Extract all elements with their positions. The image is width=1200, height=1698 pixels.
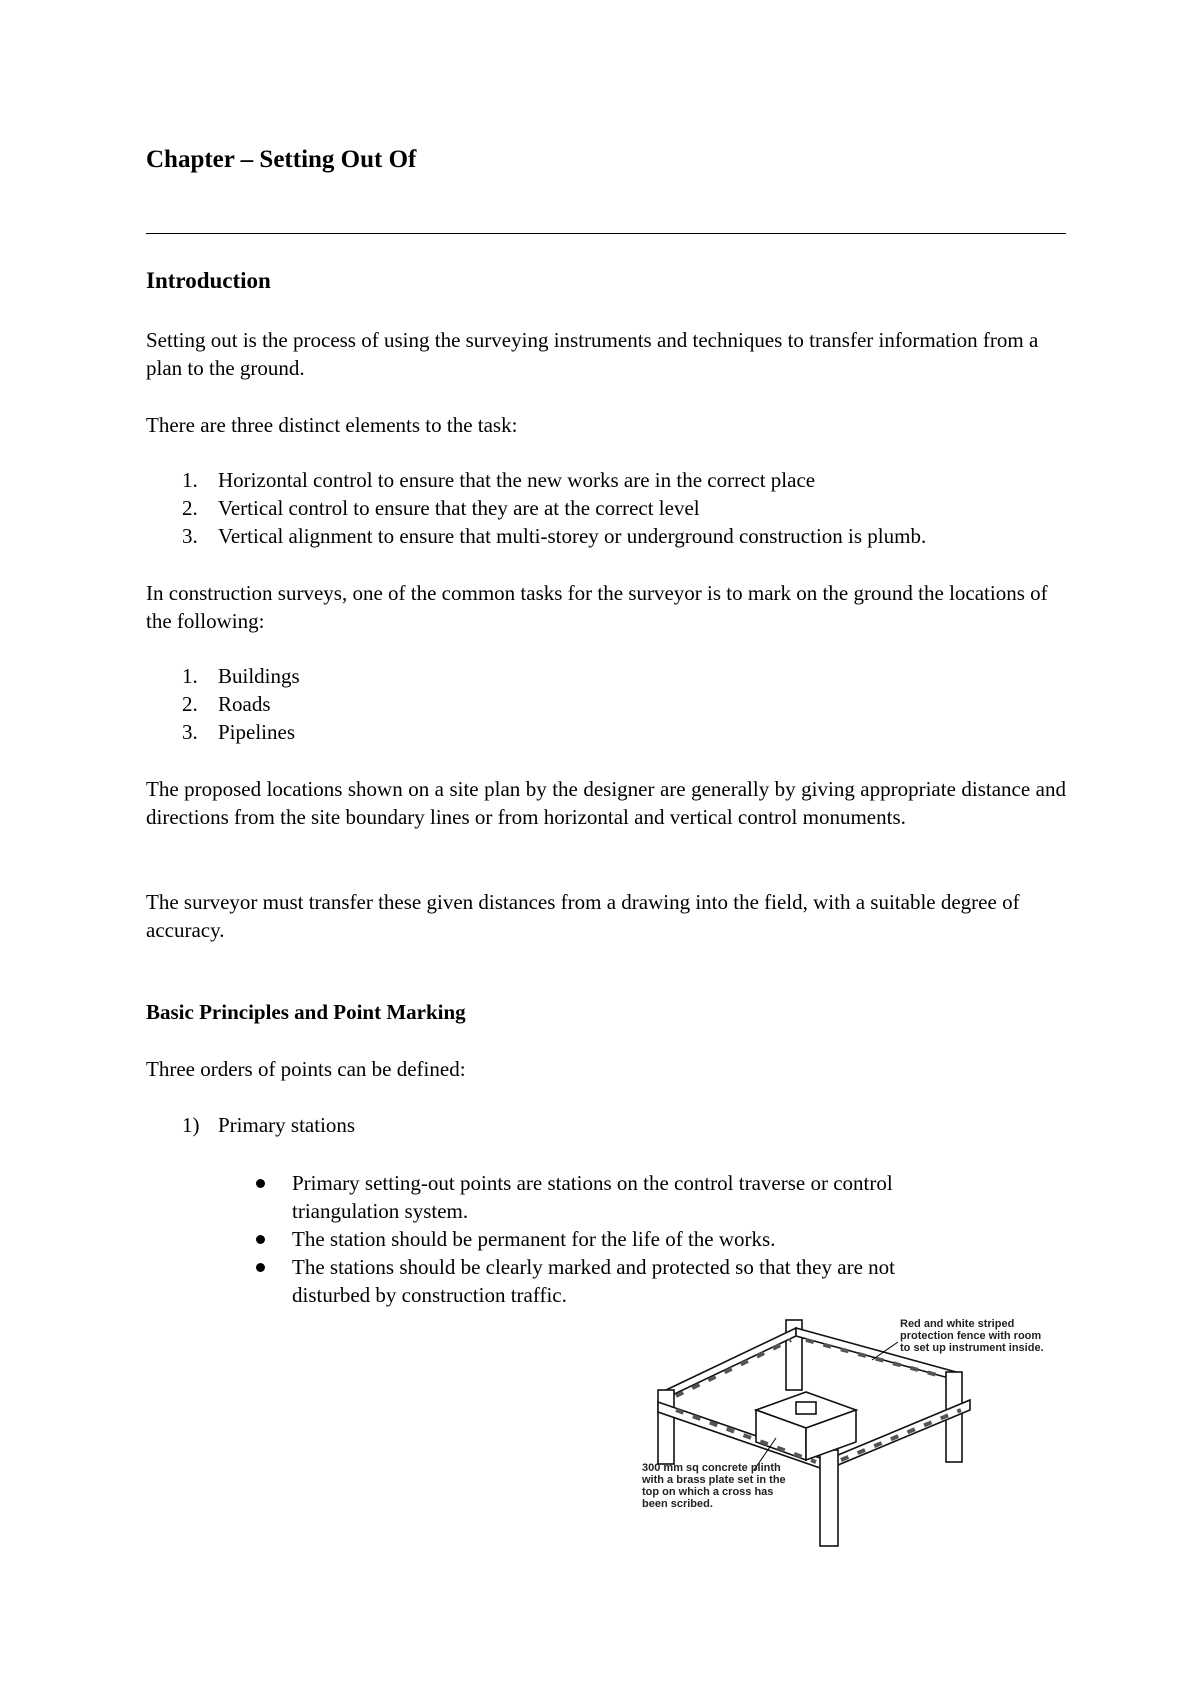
bullet-icon xyxy=(256,1263,265,1272)
locations-list xyxy=(182,662,1062,746)
intro-paragraph-3: In construction surveys, one of the common tasks for the surveyor is to mark on the ground the locations of the following: xyxy=(146,581,1048,633)
orders-list xyxy=(182,1111,1062,1139)
station-protection-figure xyxy=(636,1310,1056,1550)
list-item: 2. Roads xyxy=(182,692,271,716)
intro-paragraph-2: There are three distinct elements to the task: xyxy=(146,413,518,437)
bullet-icon xyxy=(256,1179,265,1188)
fence-post xyxy=(820,1450,838,1546)
fence-rail xyxy=(666,1328,796,1398)
bullet-item: Primary setting-out points are stations on the control traverse or control triangulation system. xyxy=(250,1169,970,1225)
elements-list xyxy=(182,466,1062,550)
page-title: Chapter – Setting Out Of xyxy=(146,146,417,173)
title-divider xyxy=(146,233,1066,234)
intro-paragraph-4: The proposed locations shown on a site plan by the designer are generally by giving appropriate distance and directions from the site boundary lines or from horizontal and vertical control monuments. xyxy=(146,777,1066,829)
brass-plate xyxy=(796,1402,816,1414)
list-item: 3. Vertical alignment to ensure that multi-storey or underground construction is plumb. xyxy=(182,524,927,548)
plinth-label: 300 mm sq concrete plinth with a brass plate set in the top on which a cross has been scribed. xyxy=(642,1462,786,1510)
section-heading-basic-principles: Basic Principles and Point Marking xyxy=(146,1000,466,1024)
list-item: 2. Vertical control to ensure that they are at the correct level xyxy=(182,496,700,520)
intro-paragraph-5: The surveyor must transfer these given distances from a drawing into the field, with a suitable degree of accuracy. xyxy=(146,890,1020,942)
basic-paragraph-1: Three orders of points can be defined: xyxy=(146,1057,466,1081)
section-heading-introduction: Introduction xyxy=(146,268,271,293)
bullet-icon xyxy=(256,1235,265,1244)
list-item: 3. Pipelines xyxy=(182,720,295,744)
list-item: 1. Horizontal control to ensure that the new works are in the correct place xyxy=(182,468,816,492)
fence-label: Red and white striped protection fence with room to set up instrument inside. xyxy=(900,1318,1044,1354)
bullet-item: The stations should be clearly marked and protected so that they are not disturbed by construction traffic. xyxy=(250,1253,970,1309)
list-item: 1) Primary stations xyxy=(182,1113,356,1137)
bullet-item: The station should be permanent for the life of the works. xyxy=(250,1225,970,1253)
list-item: 1. Buildings xyxy=(182,664,300,688)
fence-post xyxy=(658,1390,674,1464)
primary-stations-bullets xyxy=(250,1169,970,1309)
intro-paragraph-1: Setting out is the process of using the surveying instruments and techniques to transfer information from a plan to the ground. xyxy=(146,328,1039,380)
